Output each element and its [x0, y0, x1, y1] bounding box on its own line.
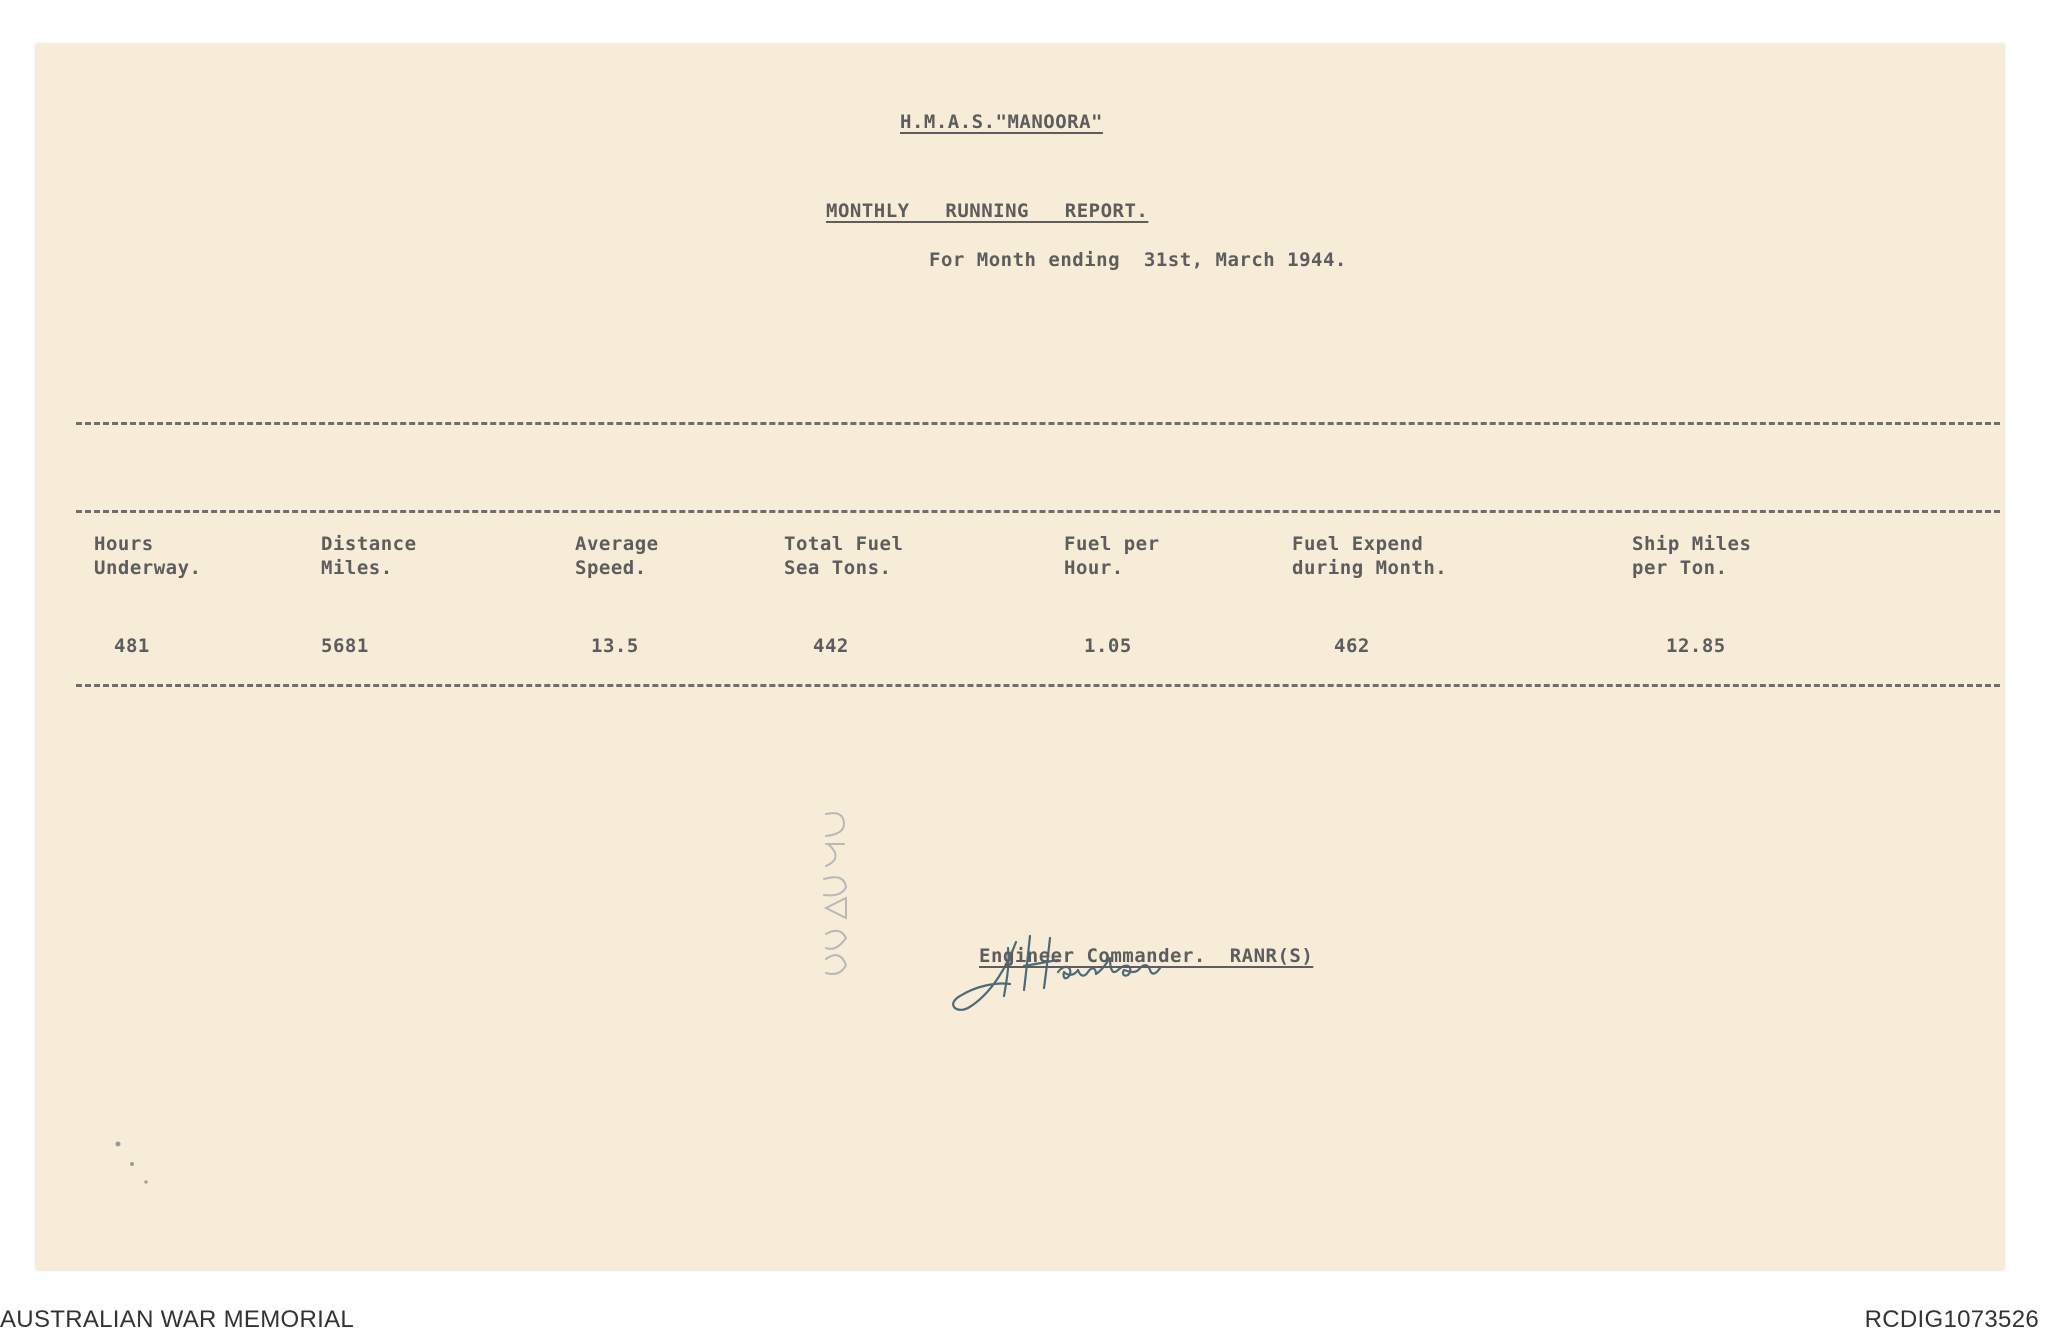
header-distance-miles: Distance Miles.: [321, 533, 417, 579]
table-bottom-rule: [76, 684, 2000, 687]
footer-right-label: RCDIG1073526: [1864, 1306, 2039, 1333]
value-fuel-per-hour: 1.05: [1084, 635, 1132, 657]
value-hours-underway: 481: [114, 635, 150, 657]
value-total-fuel: 442: [813, 635, 849, 657]
value-average-speed: 13.5: [591, 635, 639, 657]
ship-name: H.M.A.S."MANOORA": [900, 111, 1103, 133]
report-title: MONTHLY RUNNING REPORT.: [826, 200, 1149, 222]
signature: [946, 924, 1246, 1029]
header-fuel-expend: Fuel Expend during Month.: [1292, 533, 1448, 579]
table-header-rule: [76, 510, 2000, 513]
value-distance-miles: 5681: [321, 635, 369, 657]
pencil-margin-note: [806, 804, 866, 989]
paper-marks: [106, 1134, 166, 1194]
handwritten-signature-graphic: [946, 924, 1246, 1024]
header-hours-underway: Hours Underway.: [94, 533, 202, 579]
header-average-speed: Average Speed.: [575, 533, 659, 579]
pencil-note-graphic: [806, 804, 866, 984]
report-period: For Month ending 31st, March 1944.: [929, 249, 1347, 271]
header-ship-miles: Ship Miles per Ton.: [1632, 533, 1752, 579]
signatory-title: Engineer Commander. RANR(S): [979, 945, 1314, 967]
table-top-rule: [76, 422, 2000, 425]
footer-left-label: AUSTRALIAN WAR MEMORIAL: [0, 1306, 355, 1333]
header-fuel-per-hour: Fuel per Hour.: [1064, 533, 1160, 579]
document-page: [36, 44, 2004, 1270]
header-total-fuel: Total Fuel Sea Tons.: [784, 533, 904, 579]
value-fuel-expend: 462: [1334, 635, 1370, 657]
value-ship-miles: 12.85: [1666, 635, 1726, 657]
